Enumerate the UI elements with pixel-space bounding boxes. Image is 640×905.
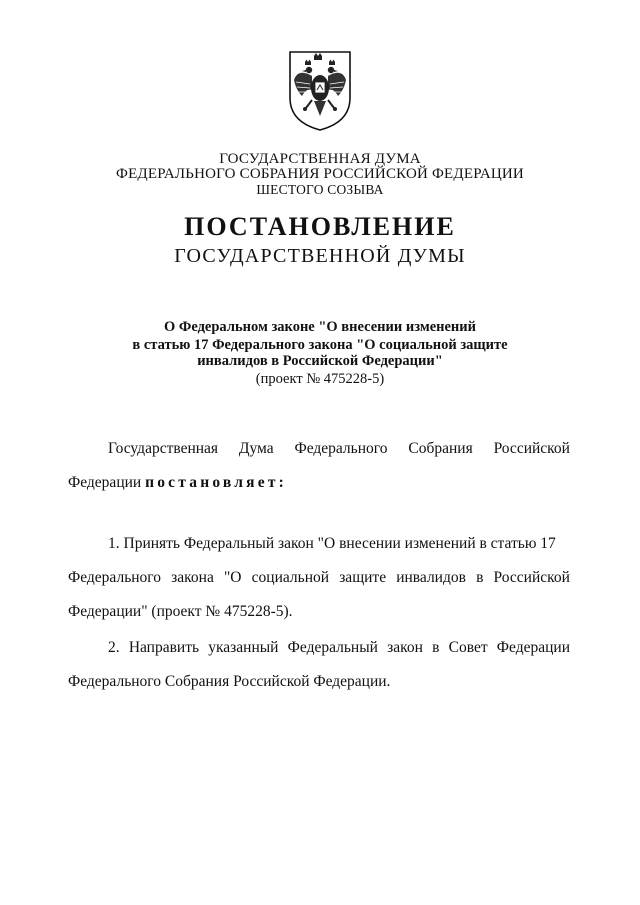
item2-word: указанный xyxy=(208,639,279,656)
org-name-line2: ФЕДЕРАЛЬНОГО СОБРАНИЯ РОССИЙСКОЙ ФЕДЕРАЦИИ xyxy=(116,166,524,182)
subject-line2: в статью 17 Федерального закона "О социальной защите xyxy=(132,337,508,353)
item1-line3: Федерации" (проект № 475228-5). xyxy=(68,603,293,620)
item2-word: Федерации xyxy=(496,639,570,656)
item1-line2 xyxy=(68,569,570,587)
preamble-federation: Федерации xyxy=(68,474,142,491)
doc-type-title: ПОСТАНОВЛЕНИЕ xyxy=(184,212,456,241)
preamble-word: Федерального xyxy=(294,440,388,457)
item1-word: "О xyxy=(223,569,242,586)
subject-line1: О Федеральном законе "О внесении изменений xyxy=(164,319,476,335)
item1-word: защите xyxy=(339,569,387,586)
preamble-line2 xyxy=(68,474,287,492)
item1-word: Российской xyxy=(493,569,570,586)
item2-word: 2. xyxy=(108,639,120,656)
item1-word: Федерального xyxy=(68,569,162,586)
item1-word: инвалидов xyxy=(396,569,466,586)
item2-word: Совет xyxy=(448,639,488,656)
convocation: ШЕСТОГО СОЗЫВА xyxy=(256,182,384,197)
item2-word: в xyxy=(432,639,440,656)
project-number: (проект № 475228-5) xyxy=(255,371,385,387)
item1-word: социальной xyxy=(251,569,330,586)
preamble-word: Собрания xyxy=(408,440,473,457)
preamble-word: Дума xyxy=(238,440,274,457)
subject-line3: инвалидов в Российской Федерации" xyxy=(197,353,443,369)
preamble-word: Российской xyxy=(493,440,570,457)
item2-word: Федеральный xyxy=(287,639,378,656)
org-name-line1: ГОСУДАРСТВЕННАЯ ДУМА xyxy=(219,151,421,167)
item2-line1 xyxy=(108,639,570,657)
preamble-line1 xyxy=(108,440,570,458)
resolves-word: постановляет: xyxy=(145,474,287,491)
item2-word: закон xyxy=(387,639,423,656)
item1-word: закона xyxy=(171,569,214,586)
item1-line1: 1. Принять Федеральный закон "О внесении изменений в статью 17 xyxy=(108,535,556,552)
preamble-word: Государственная xyxy=(108,440,219,457)
item2-word: Направить xyxy=(128,639,200,656)
item2-line2: Федерального Собрания Российской Федерации. xyxy=(68,673,391,690)
coat-of-arms-emblem xyxy=(284,46,356,134)
doc-type-subtitle: ГОСУДАРСТВЕННОЙ ДУМЫ xyxy=(174,245,466,267)
item1-word: в xyxy=(476,569,484,586)
